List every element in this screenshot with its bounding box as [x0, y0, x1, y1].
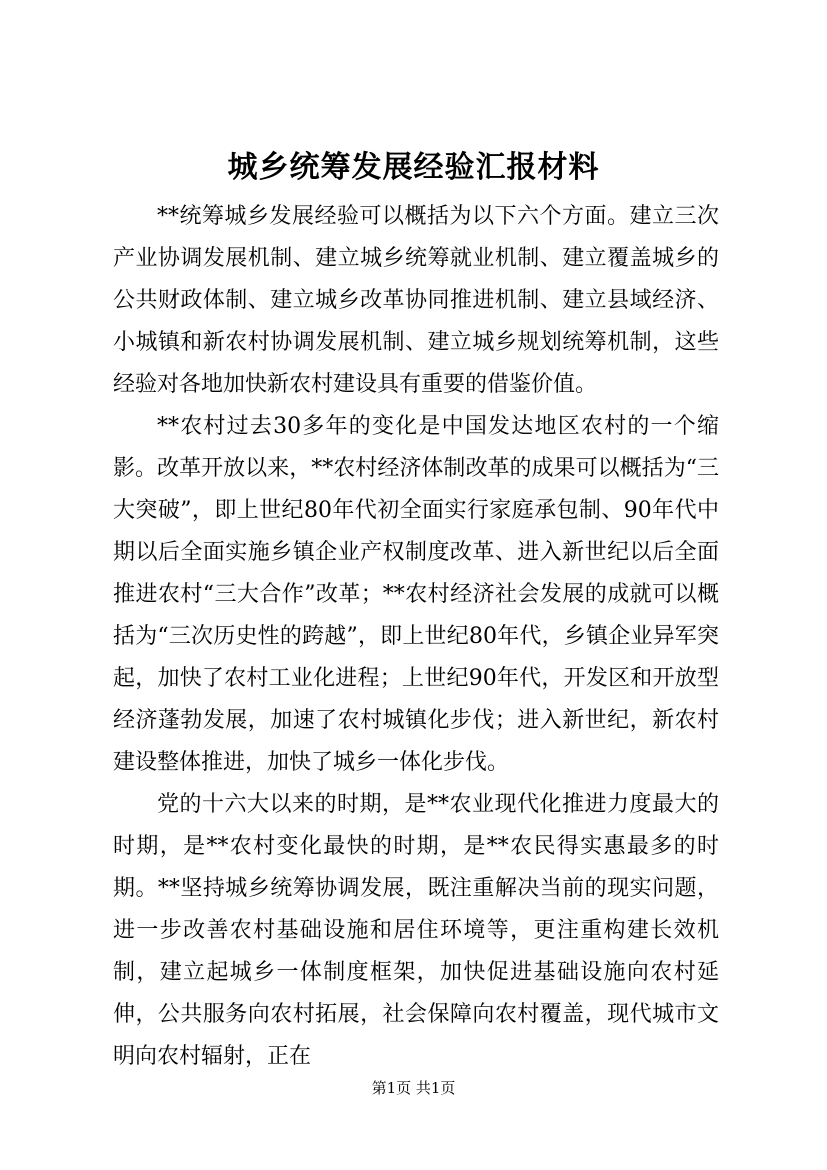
document-body: [113, 196, 719, 1078]
paragraph-1: **统筹城乡发展经验可以概括为以下六个方面。建立三次产业协调发展机制、建立城乡统筹就业机制、建立覆盖城乡的公共财政体制、建立城乡改革协同推进机制、建立县域经济、小城镇和新农村协调发展机制、建立城乡规划统筹机制，这些经验对各地加快新农村建设具有重要的借鉴价值。: [113, 204, 719, 397]
page-number-footer: 第1页 共1页: [371, 1079, 456, 1097]
paragraph-3: 党的十六大以来的时期，是**农业现代化推进力度最大的时期，是**农村变化最快的时期，是**农民得实惠最多的时期。**坚持城乡统筹协调发展，既注重解决当前的现实问题，进一步改善农村基础设施和居住环境等，更注重构建长效机制，建立起城乡一体制度框架，加快促进基础设施向农村延伸，公共服务向农村拓展，社会保障向农村覆盖，现代城市文明向农村辐射，正在: [113, 792, 719, 1069]
paragraph-2: **农村过去30多年的变化是中国发达地区农村的一个缩影。改革开放以来，**农村经济体制改革的成果可以概括为“三大突破”，即上世纪80年代初全面实行家庭承包制、90年代中期以后全面实施乡镇企业产权制度改革、进入新世纪以后全面推进农村“三大合作”改革；**农村经济社会发展的成就可以概括为“三次历史性的跨越”，即上世纪80年代，乡镇企业异军突起，加快了农村工业化进程；上世纪90年代，开发区和开放型经济蓬勃发展，加速了农村城镇化步伐；进入新世纪，新农村建设整体推进，加快了城乡一体化步伐。: [113, 414, 719, 775]
document-title: 城乡统筹发展经验汇报材料: [227, 150, 600, 185]
